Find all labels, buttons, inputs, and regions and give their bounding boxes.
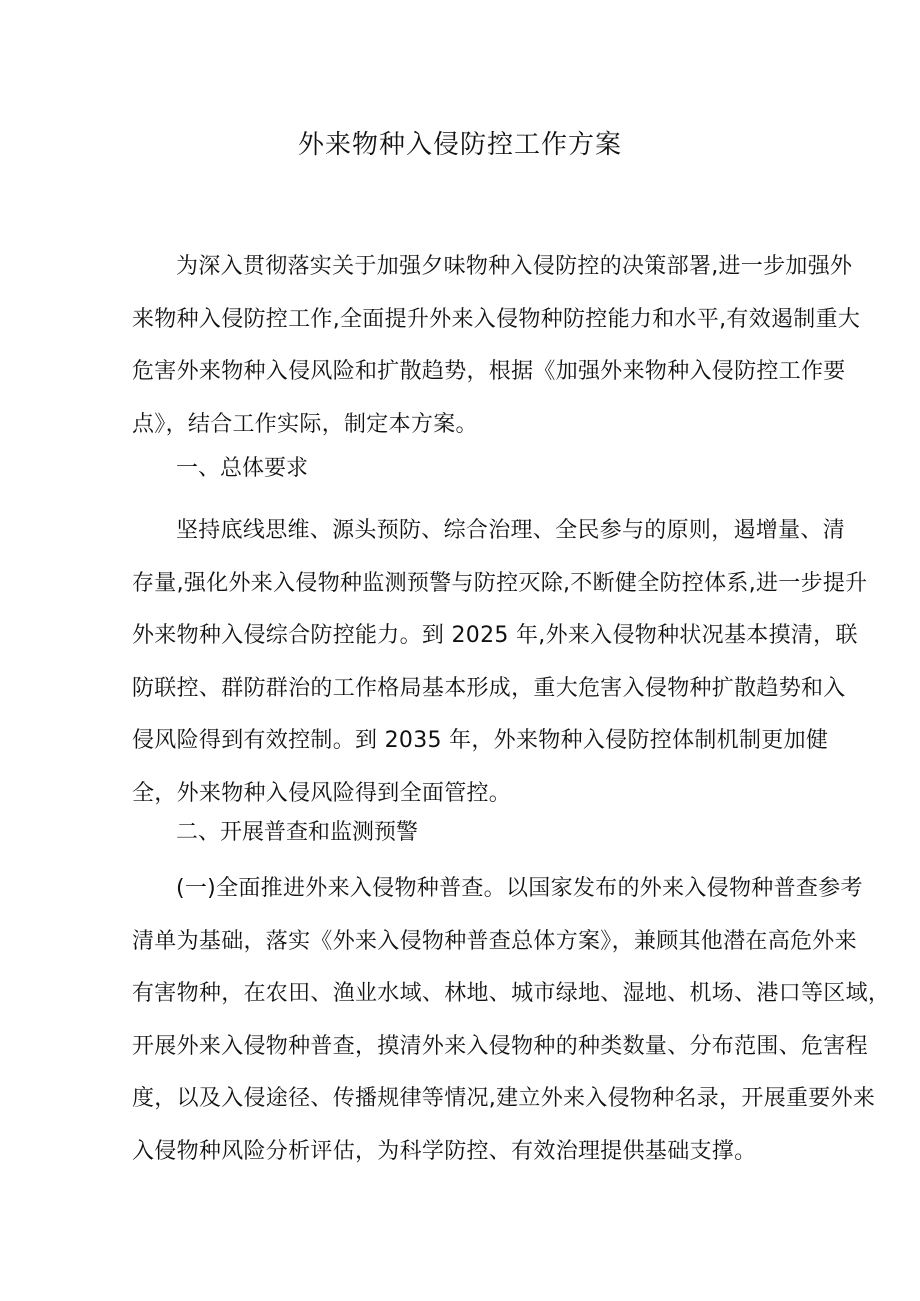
intro-line: 为深入贯彻落实关于加强夕味物种入侵防控的决策部署,进一步加强外 <box>176 254 853 279</box>
section-1-line: 防联控、群防群治的工作格局基本形成，重大危害入侵物种扩散趋势和入 <box>132 675 846 701</box>
section-2-line: 清单为基础，落实《外来入侵物种普查总体方案》，兼顾其他潜在高危外来 <box>132 928 857 954</box>
intro-line: 点》，结合工作实际，制定本方案。 <box>132 411 478 437</box>
section-2-line: 有害物种，在农田、渔业水域、林地、城市绿地、湿地、机场、港口等区域， <box>132 981 891 1006</box>
section-2-line: 入侵物种风险分析评估，为科学防控、有效治理提供基础支撑。 <box>132 1138 757 1164</box>
section-heading-2: 二、开展普查和监测预警 <box>176 820 419 845</box>
section-1-line: 外来物种入侵综合防控能力。到 2025 年,外来入侵物种状况基本摸清，联 <box>132 623 858 648</box>
section-1-paragraph <box>132 505 868 820</box>
section-1-line: 存量,强化外来入侵物种监测预警与防控灭除,不断健全防控体系,进一步提升 <box>132 570 868 596</box>
section-2-paragraph <box>132 863 891 1178</box>
section-1-line: 全，外来物种入侵风险得到全面管控。 <box>132 780 512 806</box>
section-heading-1: 一、总体要求 <box>176 456 309 481</box>
section-1-line: 坚持底线思维、源头预防、综合治理、全民参与的原则，遏增量、清 <box>176 518 846 543</box>
section-2-line: 开展外来入侵物种普查，摸清外来入侵物种的种类数量、分布范围、危害程 <box>132 1033 868 1059</box>
intro-paragraph <box>132 241 861 451</box>
section-1-line: 侵风险得到有效控制。到 2035 年，外来物种入侵防控体制机制更加健 <box>132 728 829 753</box>
section-2-line: 度，以及入侵途径、传播规律等情况,建立外来入侵物种名录，开展重要外来 <box>132 1086 876 1111</box>
intro-line: 来物种入侵防控工作,全面提升外来入侵物种防控能力和水平,有效遏制重大 <box>132 306 861 332</box>
intro-line: 危害外来物种入侵风险和扩散趋势，根据《加强外来物种入侵防控工作要 <box>132 359 846 384</box>
document-title: 外来物种入侵防控工作方案 <box>297 130 622 160</box>
section-2-line: (一)全面推进外来入侵物种普查。以国家发布的外来入侵物种普查参考 <box>176 876 863 901</box>
